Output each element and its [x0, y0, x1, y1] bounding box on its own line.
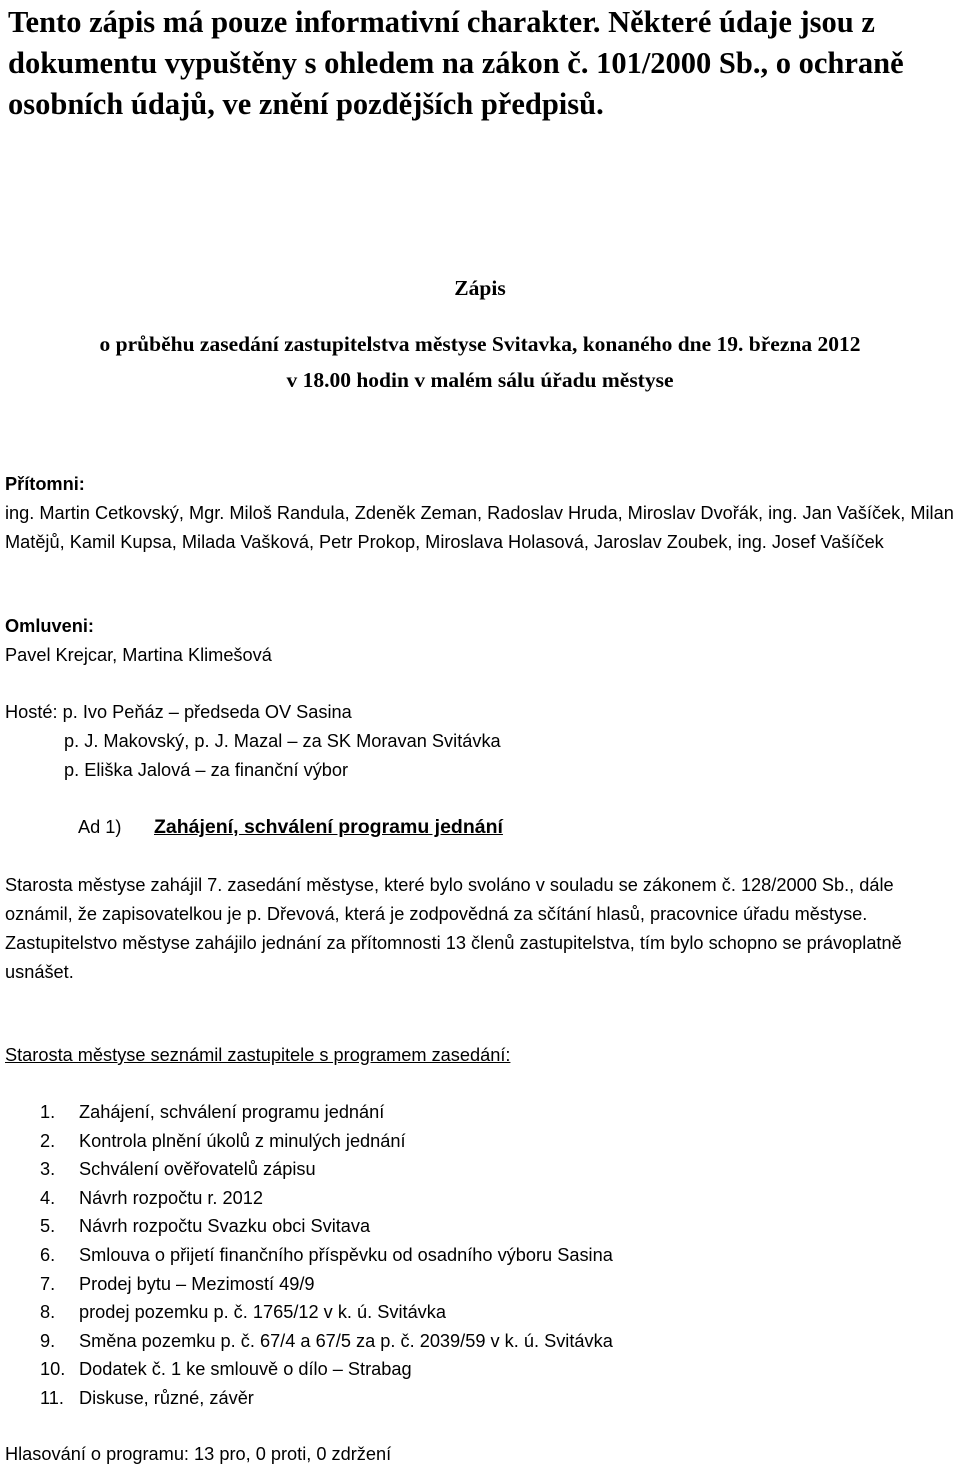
- section-number: Ad 1): [78, 817, 122, 837]
- section-heading: [78, 813, 503, 842]
- program-vote: Hlasování o programu: 13 pro, 0 proti, 0 zdržení: [5, 1444, 392, 1464]
- present-names: ing. Martin Cetkovský, Mgr. Miloš Randula, Zdeněk Zeman, Radoslav Hruda, Miroslav Dvořák, ing. Jan Vašíček, Milan Matějů, Kamil Kupsa, Milada Vašková, Petr Prokop, Miroslava Holasová, Jaroslav Zoubek, ing. Josef Vašíček: [5, 503, 954, 552]
- excused-names: Pavel Krejcar, Martina Klimešová: [5, 645, 272, 665]
- guests-line-2: p. J. Makovský, p. J. Mazal – za SK Moravan Svitávka: [64, 731, 501, 751]
- list-item: 7. Prodej bytu – Mezimostí 49/9: [40, 1273, 315, 1294]
- list-item: 3. Schválení ověřovatelů zápisu: [40, 1159, 316, 1180]
- privacy-notice: Tento zápis má pouze informativní charakter. Některé údaje jsou z dokumentu vypuštěny s ohledem na zákon č. 101/2000 Sb., o ochraně osobních údajů, ve znění pozdějších předpisů.: [8, 5, 904, 121]
- list-item: 8. prodej pozemku p. č. 1765/12 v k. ú. Svitávka: [40, 1302, 446, 1323]
- present-label: Přítomni:: [5, 474, 85, 494]
- document-title: Zápis: [454, 276, 506, 300]
- list-item: 1. Zahájení, schválení programu jednání: [40, 1102, 385, 1122]
- list-item: 6. Smlouva o přijetí finančního příspěvku od osadního výboru Sasina: [40, 1244, 613, 1265]
- list-item: 5. Návrh rozpočtu Svazku obci Svitava: [40, 1216, 371, 1237]
- program-list: [40, 1098, 613, 1413]
- list-item: 9. Směna pozemku p. č. 67/4 a 67/5 za p. č. 2039/59 v k. ú. Svitávka: [40, 1330, 613, 1351]
- section-title: Zahájení, schválení programu jednání: [154, 816, 503, 838]
- document-subtitle: [0, 326, 960, 398]
- guests-line-3: p. Eliška Jalová – za finanční výbor: [64, 760, 349, 780]
- list-item: 10. Dodatek č. 1 ke smlouvě o dílo – Strabag: [40, 1359, 412, 1380]
- list-item: 11. Diskuse, různé, závěr: [40, 1387, 254, 1408]
- guests-line-1: Hosté: p. Ivo Peňáz – předseda OV Sasina: [5, 702, 352, 722]
- subtitle-line-1: o průběhu zasedání zastupitelstva městyse Svitavka, konaného dne 19. března 2012: [99, 332, 861, 356]
- excused-label: Omluveni:: [5, 616, 94, 636]
- subtitle-line-2: v 18.00 hodin v malém sálu úřadu městyse: [286, 368, 674, 392]
- section-body: Starosta městyse zahájil 7. zasedání městyse, které bylo svoláno v souladu se zákonem č. 128/2000 Sb., dále oznámil, že zapisovatelkou je p. Dřevová, která je zodpovědná za sčítání hlasů, pracovnice úřadu městyse. Zastupitelstvo městyse zahájilo jednání za přítomnosti 13 členů zastupitelstva, tím bylo schopno se právoplatně usnášet.: [5, 875, 902, 982]
- program-heading: Starosta městyse seznámil zastupitele s programem zasedání:: [5, 1045, 511, 1065]
- list-item: 2. Kontrola plnění úkolů z minulých jednání: [40, 1130, 406, 1151]
- list-item: 4. Návrh rozpočtu r. 2012: [40, 1187, 263, 1208]
